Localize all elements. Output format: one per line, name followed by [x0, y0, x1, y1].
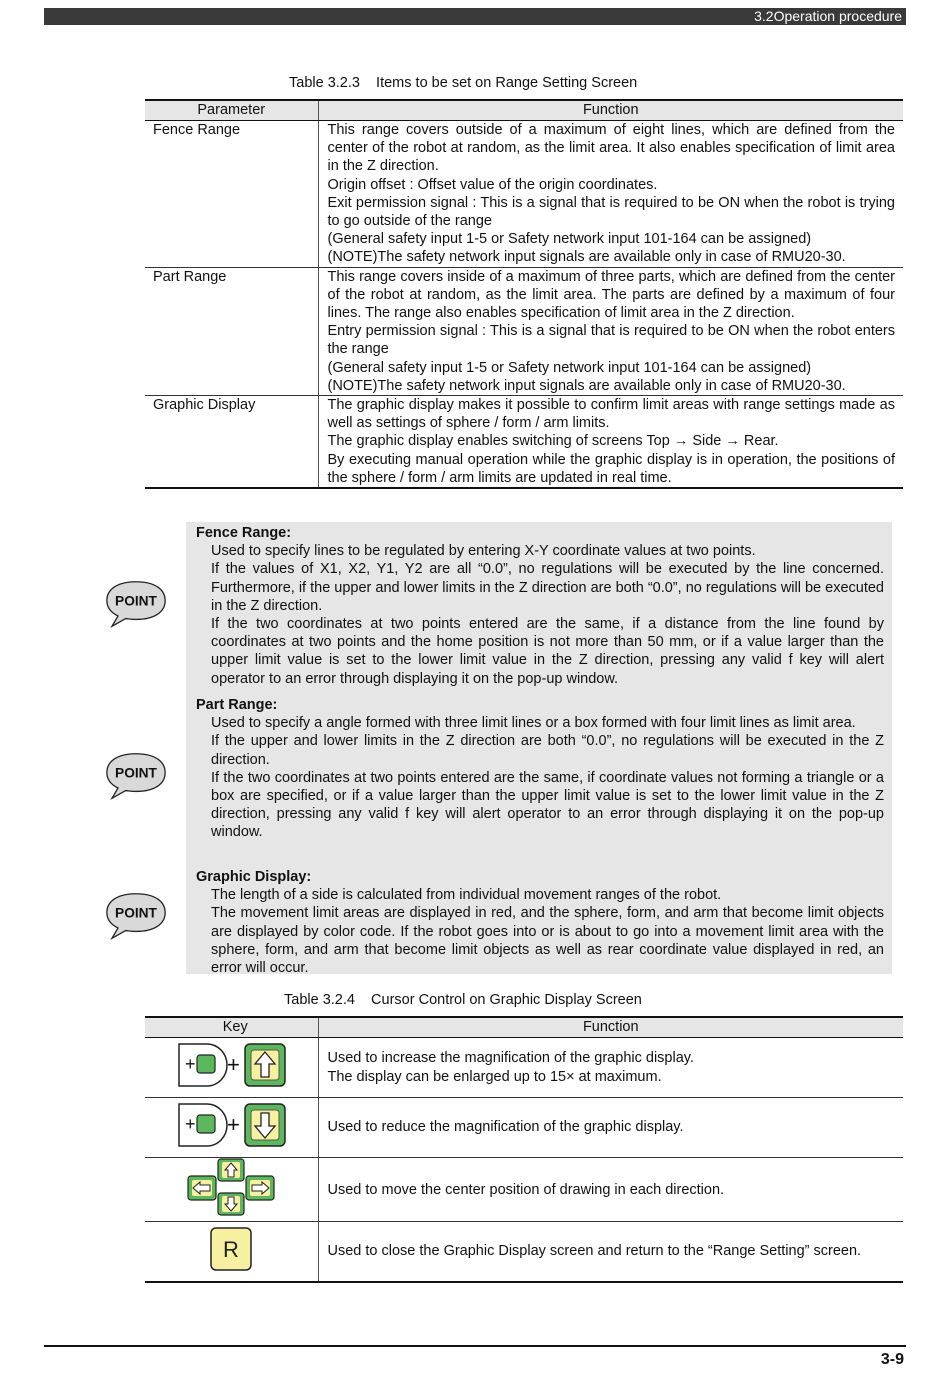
svg-text:+: +: [227, 1111, 241, 1137]
table2-caption: Table 3.2.4 Cursor Control on Graphic Display Screen: [284, 992, 642, 1008]
param-cell: Fence Range: [145, 121, 318, 268]
note-paragraph: If the values of X1, X2, Y1, Y2 are all “0.0”, no regulations will be executed by the line concerned. Furthermore, if the upper and lower limits in the Z direction are both “0.0”, no regulations will be executed in the Z direction.: [211, 561, 884, 614]
col-parameter-header: Parameter: [145, 100, 318, 121]
shift-plus-down-arrow-keys-icon: [175, 1102, 287, 1148]
function-line: (General safety input 1-5 or Safety network input 101-164 can be assigned): [327, 359, 812, 376]
range-setting-table: [145, 99, 903, 489]
point-label: POINT: [115, 905, 157, 921]
table-row: [145, 121, 903, 268]
four-direction-arrow-keys-icon: [185, 1158, 277, 1216]
note-paragraph: If the upper and lower limits in the Z direction are both “0.0”, no regulations will be executed in the Z direction.: [211, 733, 884, 768]
function-line: The graphic display makes it possible to confirm limit areas with range settings made as well as settings of sphere / form / arm limits.: [327, 397, 895, 432]
key-cell: [145, 1098, 318, 1158]
function-cell: [318, 1158, 903, 1222]
table-row: [145, 1098, 903, 1158]
r-key-label: R: [223, 1236, 240, 1262]
col-function-header: Function: [318, 100, 903, 121]
note-paragraph: Used to specify lines to be regulated by entering X-Y coordinate values at two points.: [211, 543, 756, 560]
table1-caption: Table 3.2.3 Items to be set on Range Setting Screen: [289, 75, 638, 91]
svg-text:+: +: [185, 1113, 196, 1134]
function-line: Used to increase the magnification of the graphic display.: [327, 1050, 694, 1067]
point-notes-box: [186, 522, 892, 977]
down-arrow-key-icon: [218, 1193, 244, 1215]
function-cell: [318, 121, 903, 268]
function-cell: [318, 267, 903, 395]
point-bubble-icon: [100, 892, 172, 940]
svg-text:+: +: [227, 1051, 241, 1077]
function-line: The display can be enlarged up to 15× at maximum.: [327, 1068, 662, 1085]
param-cell: Part Range: [145, 267, 318, 395]
section-header: [44, 8, 906, 25]
footer-divider: [44, 1345, 906, 1347]
function-line: The graphic display enables switching of screens Top → Side → Rear.: [327, 433, 779, 450]
right-arrow-key-icon: [246, 1176, 274, 1200]
col-function-header: Function: [318, 1017, 903, 1038]
point-bubble-icon: [100, 752, 172, 800]
function-line: This range covers outside of a maximum of eight lines, which are defined from the center of the robot at random, as the limit area. It also enables specification of limit area in the Z direction.: [327, 122, 895, 175]
note-paragraph: The length of a side is calculated from individual movement ranges of the robot.: [211, 887, 722, 904]
function-line: (NOTE)The safety network input signals are available only in case of RMU20-30.: [327, 249, 846, 266]
table-row: [145, 1038, 903, 1098]
note-title: Part Range:: [196, 697, 278, 713]
shift-plus-up-arrow-keys-icon: [175, 1042, 287, 1088]
point-label: POINT: [115, 593, 157, 609]
page-number: 3-9: [880, 1351, 904, 1368]
svg-text:+: +: [185, 1053, 196, 1074]
cursor-control-table: [145, 1016, 903, 1283]
table-row: [145, 1158, 903, 1222]
fence-range-note: [196, 524, 884, 688]
note-paragraph: If the two coordinates at two points entered are the same, if a distance from the line found by coordinates at two points and the home position is not more than 50 mm, or if a value larger than the upper limit value is set to the lower limit value in the Z direction, pressing any valid f key will alert operator to an error through displaying it on the pop-up window.: [211, 616, 884, 687]
function-cell: [318, 1222, 903, 1282]
up-arrow-key-icon: [218, 1159, 244, 1181]
function-line: Used to close the Graphic Display screen and return to the “Range Setting” screen.: [327, 1243, 862, 1260]
note-paragraph: The movement limit areas are displayed in red, and the sphere, form, and arm that become limit objects are displayed by color code. If the robot goes into or is about to go into a movement limit area with the sphere, form, and arm that become limit objects as well as rear coordinate value displayed in red, an error will occur.: [211, 905, 884, 977]
function-line: Exit permission signal : This is a signal that is required to be ON when the robot is trying to go outside of the range: [327, 194, 895, 230]
function-line: Used to move the center position of drawing in each direction.: [327, 1181, 725, 1198]
function-line: By executing manual operation while the graphic display is in operation, the positions of the sphere / form / arm limits are updated in real time.: [327, 451, 895, 486]
param-cell: Graphic Display: [145, 396, 318, 489]
function-cell: [318, 1038, 903, 1098]
table-row: [145, 267, 903, 395]
note-paragraph: Used to specify a angle formed with three limit lines or a box formed with four limit lines as limit area.: [211, 715, 856, 732]
point-bubble-icon: [100, 580, 172, 628]
key-cell: [145, 1158, 318, 1222]
graphic-display-note: [196, 868, 884, 977]
function-line: (General safety input 1-5 or Safety network input 101-164 can be assigned): [327, 231, 812, 248]
key-cell: [145, 1038, 318, 1098]
note-paragraph: If the two coordinates at two points entered are the same, if coordinate values not forming a triangle or a box are specified, or if a value larger than the upper limit value is set to the lower limit value in the Z direction, pressing any valid f key will alert operator to an error through displaying it on the pop-up window.: [211, 769, 884, 841]
function-line: (NOTE)The safety network input signals are available only in case of RMU20-30.: [327, 377, 846, 394]
table-row: [145, 1222, 903, 1282]
note-title: Graphic Display:: [196, 869, 312, 885]
function-line: Used to reduce the magnification of the graphic display.: [327, 1119, 684, 1136]
key-cell: [145, 1222, 318, 1282]
section-title: 3.2Operation procedure: [754, 8, 902, 24]
function-line: Origin offset : Offset value of the origin coordinates.: [327, 176, 658, 193]
r-key-icon: [209, 1226, 253, 1272]
part-range-note: [196, 696, 884, 842]
function-line: Entry permission signal : This is a signal that is required to be ON when the robot enters the range: [327, 323, 895, 358]
note-title: Fence Range:: [196, 525, 292, 541]
table-row: [145, 396, 903, 489]
function-cell: [318, 1098, 903, 1158]
function-line: This range covers inside of a maximum of three parts, which are defined from the center of the robot at random, as the limit area. The parts are defined by a maximum of four lines. The range also enables specification of limit area in the Z direction.: [327, 268, 895, 322]
left-arrow-key-icon: [188, 1176, 216, 1200]
col-key-header: Key: [145, 1017, 318, 1038]
function-cell: [318, 396, 903, 489]
point-label: POINT: [115, 765, 157, 781]
